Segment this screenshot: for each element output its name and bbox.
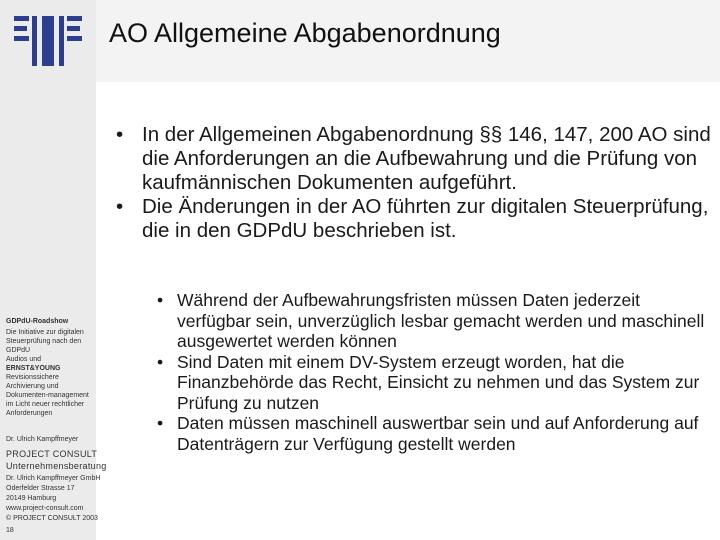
sidebar-line: GDPdU <box>6 347 31 354</box>
sidebar-address: Oderfelder Strasse 17 <box>6 485 75 492</box>
project-consult-logo-icon <box>14 16 82 66</box>
sidebar-line: Revisionssichere <box>6 374 59 381</box>
main-bullet-list <box>114 123 714 243</box>
sub-bullet-list <box>155 290 715 454</box>
sidebar-website: www.project-consult.com <box>6 505 84 512</box>
sub-bullet: • Sind Daten mit einem DV-System erzeugt worden, hat die Finanzbehörde das Recht, Einsicht zu nehmen und das System zur Prüfung zu nutzen <box>155 352 715 414</box>
sub-bullet: • Während der Aufbewahrungsfristen müssen Daten jederzeit verfügbar sein, unverzüglich lesbar gemacht werden und maschinell ausgewertet werden können <box>155 290 715 352</box>
sidebar-line: Audios und <box>6 356 42 363</box>
sidebar-address: 20149 Hamburg <box>6 495 57 502</box>
sidebar-line: Anforderungen <box>6 410 53 417</box>
sidebar-company: PROJECT CONSULT <box>6 449 98 459</box>
main-bullet: • Die Änderungen in der AO führten zur digitalen Steuerprüfung, die in den GDPdU beschrieben ist. <box>114 195 714 243</box>
sidebar-company-sub: Unternehmensberatung <box>6 461 107 471</box>
sub-bullet: • Daten müssen maschinell auswertbar sein und auf Anforderung auf Datenträgern zur Verfügung gestellt werden <box>155 413 715 454</box>
sidebar-author: Dr. Ulrich Kampffmeyer <box>6 436 79 443</box>
sidebar-copyright: © PROJECT CONSULT 2003 <box>6 515 98 522</box>
page-number: 18 <box>6 527 14 534</box>
sidebar-line: Dokumenten-management <box>6 392 89 399</box>
main-bullet: • In der Allgemeinen Abgabenordnung §§ 146, 147, 200 AO sind die Anforderungen an die Aufbewahrung und die Prüfung von kaufmännischen Dokumenten aufgeführt. <box>114 123 714 195</box>
sidebar-line: Steuerprüfung nach den <box>6 338 82 345</box>
sidebar-heading: GDPdU-Roadshow <box>6 318 69 325</box>
slide-title: AO Allgemeine Abgabenordnung <box>109 18 501 48</box>
sidebar-line: im Licht neuer rechtlicher <box>6 401 85 408</box>
sidebar-line: Die Initiative zur digitalen <box>6 329 84 336</box>
sidebar-address: Dr. Ulrich Kampffmeyer GmbH <box>6 475 101 482</box>
sidebar-line: Archivierung und <box>6 383 59 390</box>
sidebar-line: ERNST&YOUNG <box>6 365 61 372</box>
sidebar <box>0 0 107 540</box>
